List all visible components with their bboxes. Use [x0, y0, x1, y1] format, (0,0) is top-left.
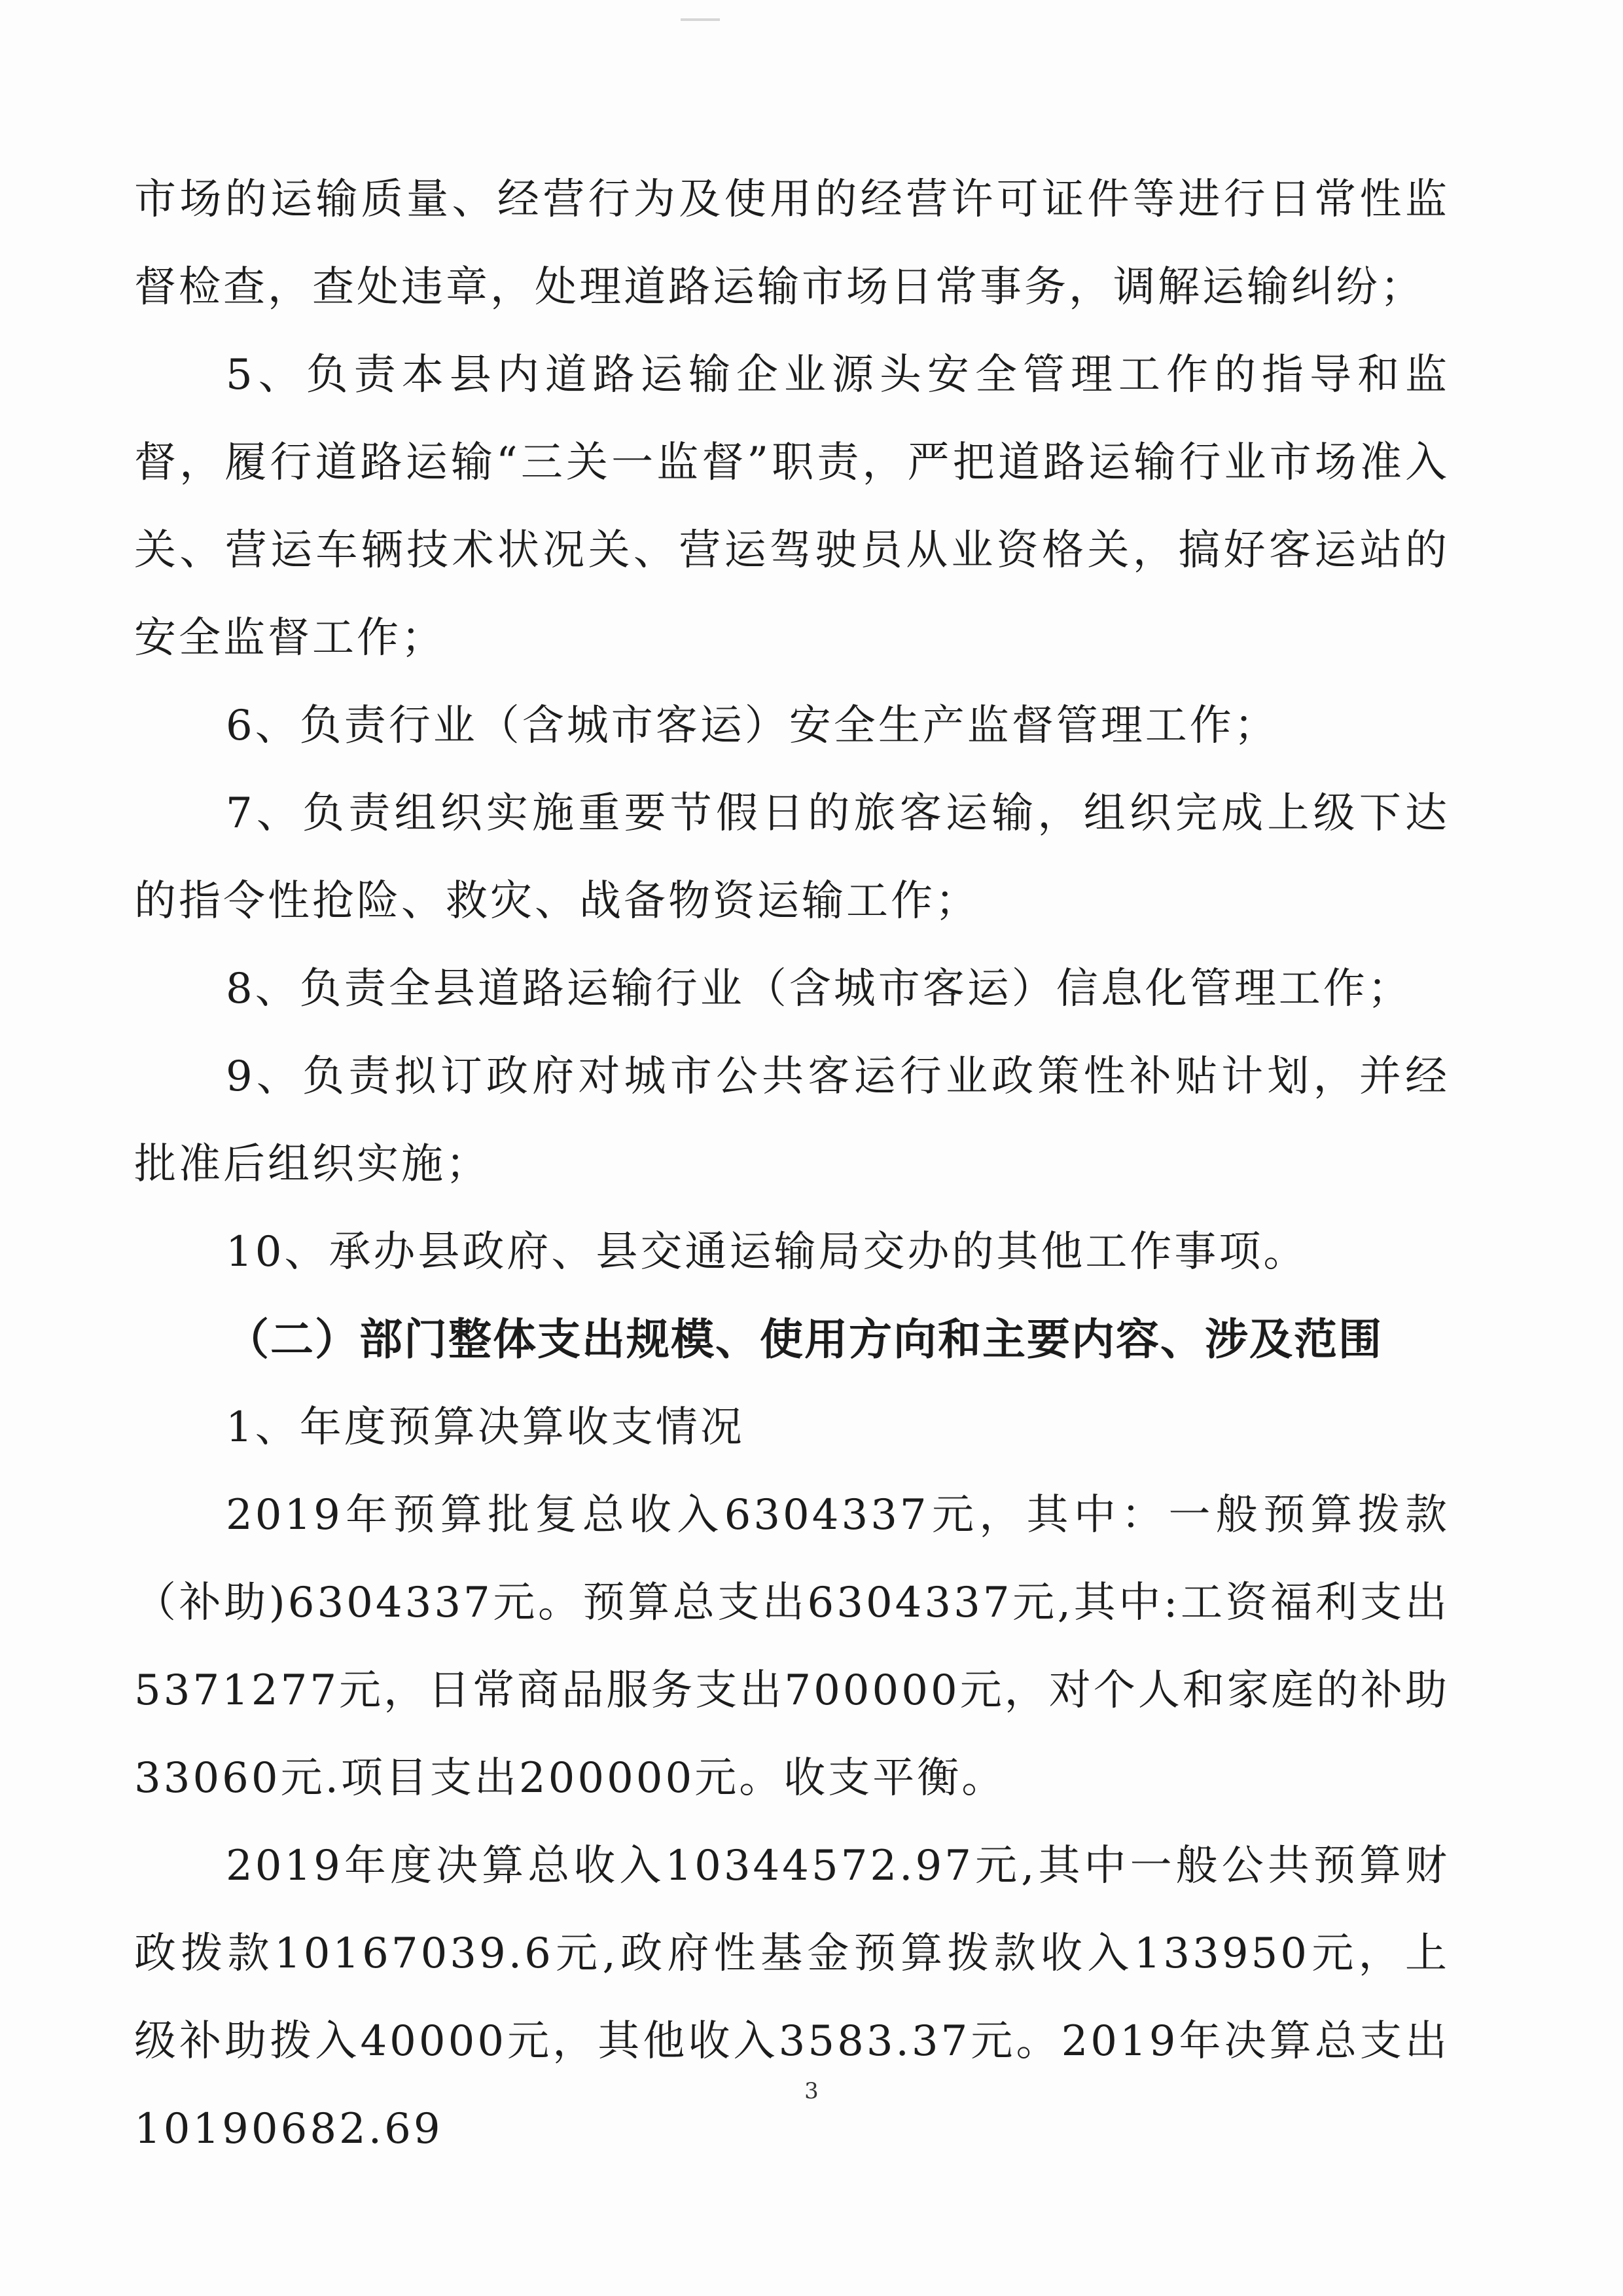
paragraph-item-10: 10、承办县政府、县交通运输局交办的其他工作事项。	[226, 1228, 1308, 1276]
sub-heading: 1、年度预算决算收支情况	[226, 1403, 745, 1452]
paragraph-item-7: 7、负责组织实施重要节假日的旅客运输，组织完成上级下达的指令性抢险、救灾、战备物资运输工作；	[134, 789, 1450, 925]
paragraph-market-supervision: 市场的运输质量、经营行为及使用的经营许可证件等进行日常性监督检查，查处违章，处理道路运输市场日常事务，调解运输纠纷；	[134, 175, 1450, 312]
scan-artifact	[681, 18, 720, 21]
paragraph-final-accounts: 2019年度决算总收入10344572.97元,其中一般公共预算财政拨款10167039.6元,政府性基金预算拨款收入133950元，上级补助拨入40000元，其他收入3583.37元。2019年决算总支出10190682.69	[134, 1842, 1450, 2153]
paragraph-item-9: 9、负责拟订政府对城市公共客运行业政策性补贴计划，并经批准后组织实施；	[134, 1052, 1450, 1189]
page-number: 3	[804, 2078, 819, 2104]
paragraph-item-5: 5、负责本县内道路运输企业源头安全管理工作的指导和监督，履行道路运输“三关一监督”职责，严把道路运输行业市场准入关、营运车辆技术状况关、营运驾驶员从业资格关，搞好客运站的安全监督工作；	[134, 351, 1450, 662]
document-body	[134, 156, 1450, 2173]
paragraph-budget: 2019年预算批复总收入6304337元，其中：一般预算拨款（补助)6304337元。预算总支出6304337元,其中:工资福利支出5371277元，日常商品服务支出700000元，对个人和家庭的补助33060元.项目支出200000元。收支平衡。	[134, 1491, 1450, 1803]
paragraph-item-6: 6、负责行业（含城市客运）安全生产监督管理工作；	[226, 702, 1279, 750]
paragraph-item-8: 8、负责全县道路运输行业（含城市客运）信息化管理工作；	[226, 965, 1412, 1013]
section-heading: （二）部门整体支出规模、使用方向和主要内容、涉及范围	[226, 1314, 1383, 1365]
